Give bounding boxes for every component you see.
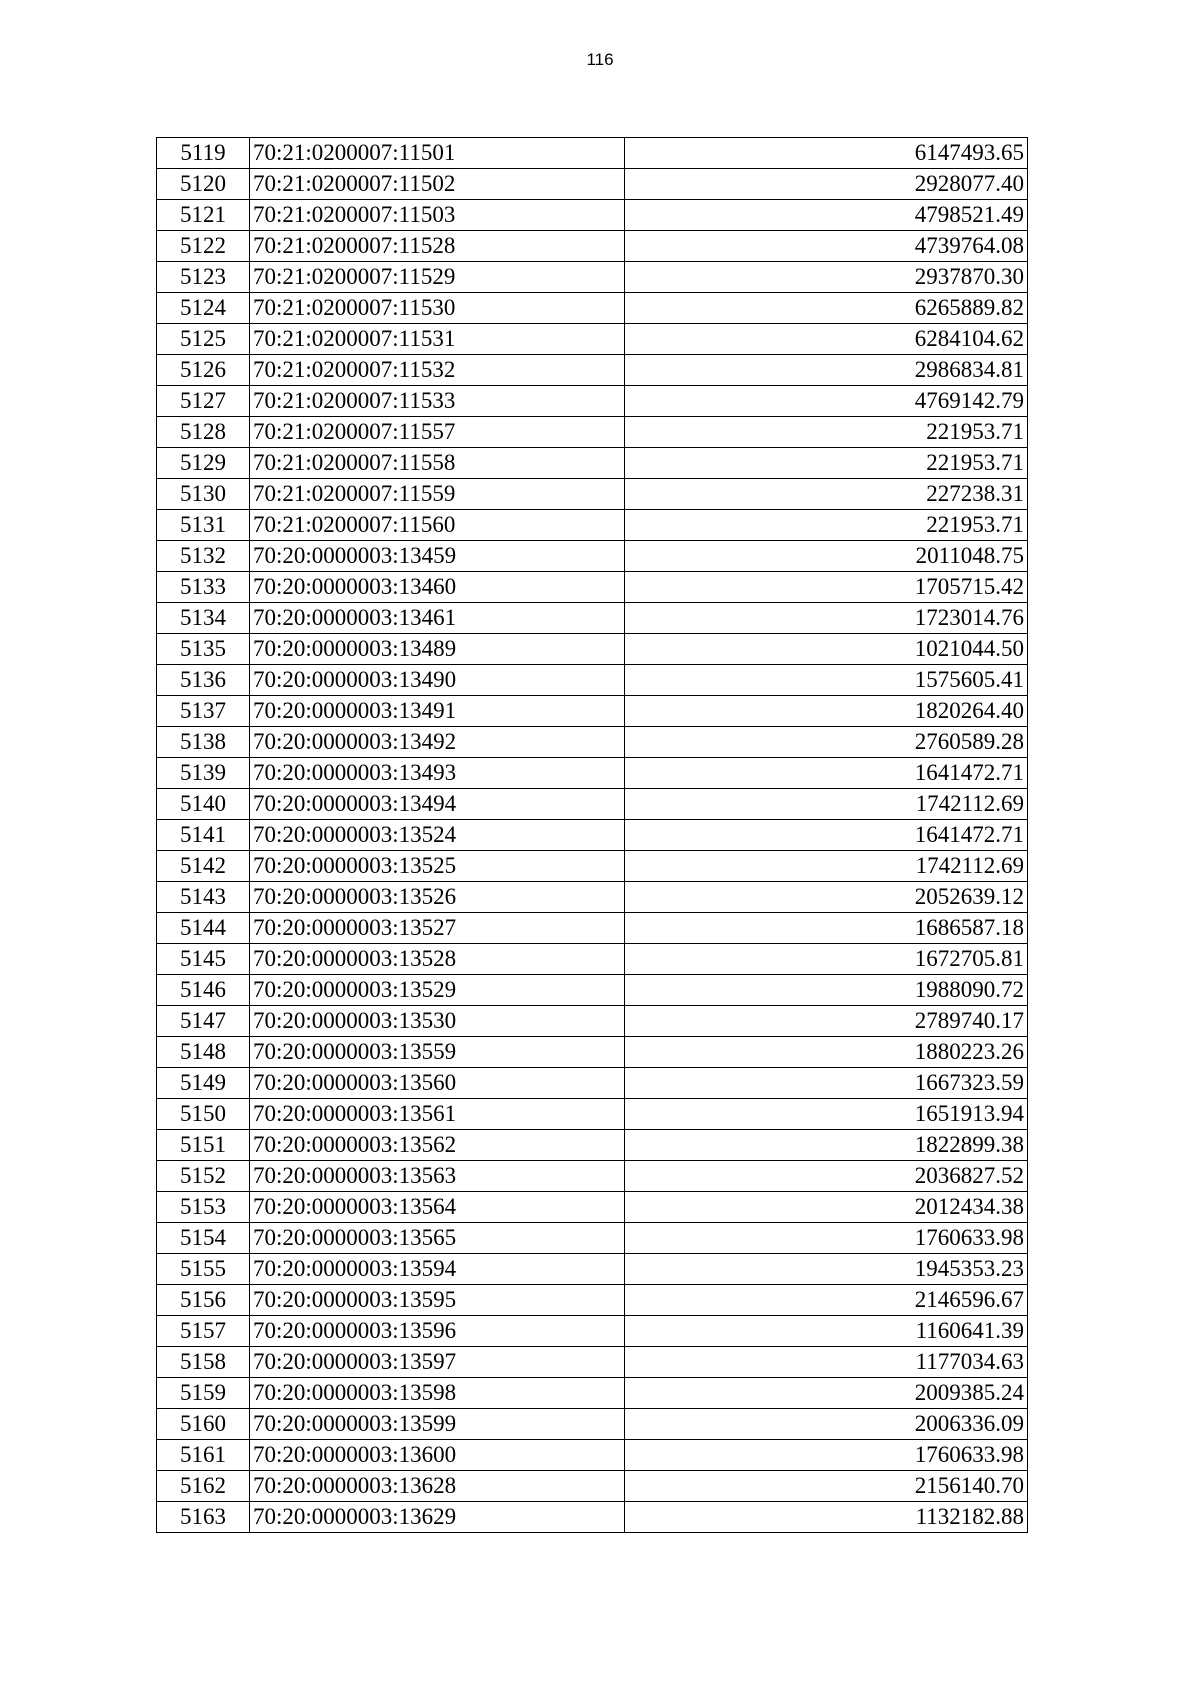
cadastral-value-cell: 1641472.71 <box>625 758 1028 789</box>
cadastral-value-cell: 1177034.63 <box>625 1347 1028 1378</box>
cadastral-value-cell: 2146596.67 <box>625 1285 1028 1316</box>
cadastral-value-cell: 1822899.38 <box>625 1130 1028 1161</box>
cadastral-number-cell: 70:20:0000003:13529 <box>250 975 625 1006</box>
cadastral-value-cell: 1945353.23 <box>625 1254 1028 1285</box>
cadastral-value-cell: 1160641.39 <box>625 1316 1028 1347</box>
table-row <box>157 448 1028 479</box>
row-number-cell: 5159 <box>157 1378 250 1409</box>
cadastral-number-cell: 70:21:0200007:11559 <box>250 479 625 510</box>
cadastral-value-cell: 6284104.62 <box>625 324 1028 355</box>
cadastral-value-cell: 2009385.24 <box>625 1378 1028 1409</box>
cadastral-number-cell: 70:21:0200007:11528 <box>250 231 625 262</box>
cadastral-number-cell: 70:21:0200007:11558 <box>250 448 625 479</box>
table-row <box>157 231 1028 262</box>
cadastral-value-cell: 221953.71 <box>625 417 1028 448</box>
table-row <box>157 572 1028 603</box>
row-number-cell: 5160 <box>157 1409 250 1440</box>
cadastral-number-cell: 70:20:0000003:13628 <box>250 1471 625 1502</box>
table-row <box>157 1378 1028 1409</box>
table-row <box>157 1316 1028 1347</box>
table-row <box>157 1223 1028 1254</box>
row-number-cell: 5152 <box>157 1161 250 1192</box>
cadastral-number-cell: 70:20:0000003:13492 <box>250 727 625 758</box>
table-row <box>157 913 1028 944</box>
table-row <box>157 975 1028 1006</box>
registry-table-body <box>157 138 1028 1533</box>
table-row <box>157 603 1028 634</box>
cadastral-number-cell: 70:21:0200007:11531 <box>250 324 625 355</box>
row-number-cell: 5161 <box>157 1440 250 1471</box>
cadastral-number-cell: 70:20:0000003:13493 <box>250 758 625 789</box>
cadastral-value-cell: 2156140.70 <box>625 1471 1028 1502</box>
table-row <box>157 634 1028 665</box>
cadastral-number-cell: 70:21:0200007:11533 <box>250 386 625 417</box>
row-number-cell: 5127 <box>157 386 250 417</box>
row-number-cell: 5148 <box>157 1037 250 1068</box>
row-number-cell: 5141 <box>157 820 250 851</box>
row-number-cell: 5146 <box>157 975 250 1006</box>
row-number-cell: 5145 <box>157 944 250 975</box>
row-number-cell: 5121 <box>157 200 250 231</box>
cadastral-number-cell: 70:21:0200007:11502 <box>250 169 625 200</box>
cadastral-value-cell: 227238.31 <box>625 479 1028 510</box>
table-row <box>157 324 1028 355</box>
table-row <box>157 696 1028 727</box>
cadastral-number-cell: 70:20:0000003:13489 <box>250 634 625 665</box>
table-row <box>157 1161 1028 1192</box>
cadastral-number-cell: 70:20:0000003:13490 <box>250 665 625 696</box>
registry-table <box>156 137 1028 1533</box>
row-number-cell: 5134 <box>157 603 250 634</box>
cadastral-value-cell: 1705715.42 <box>625 572 1028 603</box>
table-row <box>157 293 1028 324</box>
table-row <box>157 820 1028 851</box>
table-row <box>157 1037 1028 1068</box>
table-row <box>157 355 1028 386</box>
cadastral-number-cell: 70:21:0200007:11501 <box>250 138 625 169</box>
table-row <box>157 882 1028 913</box>
cadastral-value-cell: 1575605.41 <box>625 665 1028 696</box>
cadastral-value-cell: 2789740.17 <box>625 1006 1028 1037</box>
row-number-cell: 5163 <box>157 1502 250 1533</box>
cadastral-value-cell: 2006336.09 <box>625 1409 1028 1440</box>
cadastral-value-cell: 2052639.12 <box>625 882 1028 913</box>
cadastral-value-cell: 2986834.81 <box>625 355 1028 386</box>
row-number-cell: 5154 <box>157 1223 250 1254</box>
table-row <box>157 1347 1028 1378</box>
cadastral-value-cell: 4739764.08 <box>625 231 1028 262</box>
row-number-cell: 5147 <box>157 1006 250 1037</box>
cadastral-number-cell: 70:20:0000003:13460 <box>250 572 625 603</box>
cadastral-number-cell: 70:20:0000003:13629 <box>250 1502 625 1533</box>
cadastral-number-cell: 70:20:0000003:13600 <box>250 1440 625 1471</box>
cadastral-number-cell: 70:20:0000003:13562 <box>250 1130 625 1161</box>
cadastral-number-cell: 70:20:0000003:13491 <box>250 696 625 727</box>
table-row <box>157 851 1028 882</box>
cadastral-number-cell: 70:20:0000003:13524 <box>250 820 625 851</box>
row-number-cell: 5149 <box>157 1068 250 1099</box>
row-number-cell: 5144 <box>157 913 250 944</box>
row-number-cell: 5131 <box>157 510 250 541</box>
table-row <box>157 262 1028 293</box>
cadastral-value-cell: 1742112.69 <box>625 851 1028 882</box>
cadastral-value-cell: 1723014.76 <box>625 603 1028 634</box>
cadastral-value-cell: 2937870.30 <box>625 262 1028 293</box>
row-number-cell: 5157 <box>157 1316 250 1347</box>
row-number-cell: 5137 <box>157 696 250 727</box>
table-row <box>157 1254 1028 1285</box>
cadastral-number-cell: 70:21:0200007:11560 <box>250 510 625 541</box>
row-number-cell: 5158 <box>157 1347 250 1378</box>
row-number-cell: 5139 <box>157 758 250 789</box>
row-number-cell: 5153 <box>157 1192 250 1223</box>
cadastral-number-cell: 70:20:0000003:13459 <box>250 541 625 572</box>
row-number-cell: 5119 <box>157 138 250 169</box>
row-number-cell: 5133 <box>157 572 250 603</box>
row-number-cell: 5120 <box>157 169 250 200</box>
table-row <box>157 1099 1028 1130</box>
cadastral-number-cell: 70:20:0000003:13596 <box>250 1316 625 1347</box>
cadastral-number-cell: 70:20:0000003:13595 <box>250 1285 625 1316</box>
cadastral-number-cell: 70:20:0000003:13527 <box>250 913 625 944</box>
table-row <box>157 1471 1028 1502</box>
row-number-cell: 5156 <box>157 1285 250 1316</box>
cadastral-value-cell: 221953.71 <box>625 448 1028 479</box>
row-number-cell: 5151 <box>157 1130 250 1161</box>
cadastral-number-cell: 70:20:0000003:13525 <box>250 851 625 882</box>
table-row <box>157 1502 1028 1533</box>
cadastral-number-cell: 70:21:0200007:11503 <box>250 200 625 231</box>
row-number-cell: 5128 <box>157 417 250 448</box>
cadastral-value-cell: 1760633.98 <box>625 1440 1028 1471</box>
row-number-cell: 5129 <box>157 448 250 479</box>
cadastral-value-cell: 1651913.94 <box>625 1099 1028 1130</box>
page-number: 116 <box>586 50 614 69</box>
table-row <box>157 541 1028 572</box>
table-row <box>157 1006 1028 1037</box>
table-row <box>157 479 1028 510</box>
cadastral-value-cell: 4769142.79 <box>625 386 1028 417</box>
table-row <box>157 1192 1028 1223</box>
cadastral-value-cell: 221953.71 <box>625 510 1028 541</box>
table-row <box>157 417 1028 448</box>
cadastral-number-cell: 70:20:0000003:13559 <box>250 1037 625 1068</box>
cadastral-value-cell: 1641472.71 <box>625 820 1028 851</box>
cadastral-value-cell: 6265889.82 <box>625 293 1028 324</box>
row-number-cell: 5125 <box>157 324 250 355</box>
cadastral-number-cell: 70:20:0000003:13528 <box>250 944 625 975</box>
cadastral-value-cell: 1021044.50 <box>625 634 1028 665</box>
table-row <box>157 200 1028 231</box>
cadastral-value-cell: 1988090.72 <box>625 975 1028 1006</box>
row-number-cell: 5155 <box>157 1254 250 1285</box>
cadastral-number-cell: 70:20:0000003:13461 <box>250 603 625 634</box>
table-row <box>157 1068 1028 1099</box>
table-row <box>157 386 1028 417</box>
cadastral-number-cell: 70:20:0000003:13561 <box>250 1099 625 1130</box>
cadastral-number-cell: 70:20:0000003:13530 <box>250 1006 625 1037</box>
row-number-cell: 5122 <box>157 231 250 262</box>
row-number-cell: 5135 <box>157 634 250 665</box>
table-row <box>157 1285 1028 1316</box>
cadastral-number-cell: 70:20:0000003:13526 <box>250 882 625 913</box>
cadastral-value-cell: 1132182.88 <box>625 1502 1028 1533</box>
cadastral-value-cell: 2760589.28 <box>625 727 1028 758</box>
cadastral-value-cell: 2012434.38 <box>625 1192 1028 1223</box>
table-row <box>157 1409 1028 1440</box>
cadastral-value-cell: 1760633.98 <box>625 1223 1028 1254</box>
cadastral-value-cell: 1667323.59 <box>625 1068 1028 1099</box>
table-row <box>157 1130 1028 1161</box>
cadastral-number-cell: 70:20:0000003:13599 <box>250 1409 625 1440</box>
row-number-cell: 5143 <box>157 882 250 913</box>
row-number-cell: 5140 <box>157 789 250 820</box>
row-number-cell: 5150 <box>157 1099 250 1130</box>
cadastral-number-cell: 70:20:0000003:13598 <box>250 1378 625 1409</box>
row-number-cell: 5130 <box>157 479 250 510</box>
cadastral-number-cell: 70:21:0200007:11530 <box>250 293 625 324</box>
cadastral-value-cell: 1672705.81 <box>625 944 1028 975</box>
row-number-cell: 5124 <box>157 293 250 324</box>
row-number-cell: 5132 <box>157 541 250 572</box>
table-row <box>157 944 1028 975</box>
table-row <box>157 727 1028 758</box>
cadastral-number-cell: 70:21:0200007:11529 <box>250 262 625 293</box>
registry-table-container <box>156 137 1028 1533</box>
row-number-cell: 5136 <box>157 665 250 696</box>
table-row <box>157 510 1028 541</box>
cadastral-number-cell: 70:20:0000003:13494 <box>250 789 625 820</box>
table-row <box>157 758 1028 789</box>
cadastral-number-cell: 70:20:0000003:13563 <box>250 1161 625 1192</box>
cadastral-value-cell: 6147493.65 <box>625 138 1028 169</box>
cadastral-number-cell: 70:21:0200007:11532 <box>250 355 625 386</box>
cadastral-value-cell: 4798521.49 <box>625 200 1028 231</box>
cadastral-value-cell: 2928077.40 <box>625 169 1028 200</box>
cadastral-number-cell: 70:20:0000003:13564 <box>250 1192 625 1223</box>
cadastral-number-cell: 70:20:0000003:13560 <box>250 1068 625 1099</box>
row-number-cell: 5142 <box>157 851 250 882</box>
cadastral-number-cell: 70:20:0000003:13594 <box>250 1254 625 1285</box>
cadastral-value-cell: 2036827.52 <box>625 1161 1028 1192</box>
row-number-cell: 5123 <box>157 262 250 293</box>
row-number-cell: 5162 <box>157 1471 250 1502</box>
row-number-cell: 5138 <box>157 727 250 758</box>
cadastral-value-cell: 1686587.18 <box>625 913 1028 944</box>
cadastral-number-cell: 70:21:0200007:11557 <box>250 417 625 448</box>
row-number-cell: 5126 <box>157 355 250 386</box>
table-row <box>157 789 1028 820</box>
cadastral-value-cell: 1742112.69 <box>625 789 1028 820</box>
cadastral-number-cell: 70:20:0000003:13597 <box>250 1347 625 1378</box>
table-row <box>157 665 1028 696</box>
table-row <box>157 169 1028 200</box>
cadastral-value-cell: 2011048.75 <box>625 541 1028 572</box>
cadastral-value-cell: 1820264.40 <box>625 696 1028 727</box>
table-row <box>157 1440 1028 1471</box>
cadastral-value-cell: 1880223.26 <box>625 1037 1028 1068</box>
table-row <box>157 138 1028 169</box>
cadastral-number-cell: 70:20:0000003:13565 <box>250 1223 625 1254</box>
